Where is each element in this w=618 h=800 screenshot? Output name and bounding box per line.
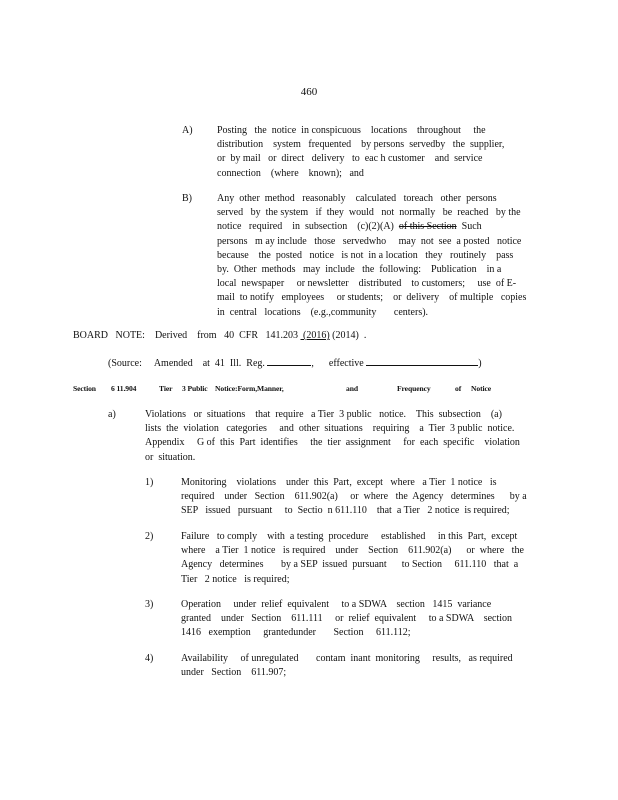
- text-line: Tier 2 notice is required;: [181, 573, 290, 585]
- item-b-label: B): [182, 193, 192, 204]
- text-line: in central locations (e.g.,community centers).: [217, 306, 429, 318]
- heading-part: Section: [73, 384, 96, 393]
- deleted-text: of this Section: [398, 221, 457, 233]
- text-span: Such: [456, 221, 482, 233]
- heading-part: Notice: [471, 384, 492, 393]
- heading-part: Notice:Form,Manner,: [215, 384, 284, 393]
- text-line: where a Tier 1 notice is required under Section 611.902(a) or where the: [181, 545, 524, 557]
- subsection-a-label: a): [108, 409, 116, 420]
- item-a-text: [217, 124, 504, 181]
- item-2-label: 2): [145, 531, 154, 542]
- item-a-label: A): [182, 125, 193, 136]
- heading-part: and: [346, 384, 358, 393]
- heading-part: 3 Public: [182, 384, 208, 393]
- heading-part: 6 11.904: [111, 384, 137, 393]
- text-line: connection (where known); and: [217, 167, 364, 179]
- text-line: local newspaper or newsletter distributed to customers; use of E-: [217, 278, 517, 290]
- source-text: (Source: Amended at 41 Ill. Reg.: [108, 358, 265, 369]
- text-line: Appendix G of this Part identifies the tier assignment for each specific violation: [145, 437, 520, 449]
- heading-part: Tier: [159, 384, 173, 393]
- item-4-text: [181, 652, 513, 680]
- text-line: Failure to comply with a testing procedure established in this Part, except: [181, 531, 518, 542]
- text-line: mail to notify employees or students; or delivery of multiple copies: [217, 292, 527, 304]
- text-line: by. Other methods may include the following: Publication in a: [217, 264, 502, 276]
- source-note: [108, 356, 482, 369]
- inserted-text: (2016): [300, 330, 330, 341]
- source-effective: , effective: [311, 358, 364, 369]
- heading-part: Frequency: [397, 384, 431, 393]
- text-line: under Section 611.907;: [181, 667, 287, 679]
- text-line: Any other method reasonably calculated toreach other persons: [217, 193, 497, 204]
- text-line: or situation.: [145, 451, 196, 463]
- text-line: Availability of unregulated contam inant monitoring results, as required: [181, 653, 513, 664]
- text-line: Posting the notice in conspicuous locations throughout the: [217, 125, 486, 136]
- board-note-suffix: (2014) .: [329, 330, 367, 341]
- text-line: persons m ay include those servedwho may not see a posted notice: [217, 235, 522, 247]
- item-4-label: 4): [145, 653, 154, 664]
- item-b-text: [217, 192, 526, 320]
- text-line: granted under Section 611.111 or relief equivalent to a SDWA section: [181, 613, 513, 625]
- source-close: ): [478, 358, 482, 369]
- text-line: required under Section 611.902(a) or where the Agency determines by a: [181, 491, 527, 503]
- page-number: 460: [300, 86, 318, 98]
- register-blank: [267, 356, 311, 366]
- text-line: SEP issued pursuant to Sectio n 611.110 that a Tier 2 notice is required;: [181, 505, 510, 517]
- item-1-text: [181, 476, 527, 519]
- text-line: Operation under relief equivalent to a SDWA section 1415 variance: [181, 599, 492, 610]
- text-line: Agency determines by a SEP issued pursuant to Section 611.110 that a: [181, 559, 519, 571]
- item-2-text: [181, 530, 524, 587]
- text-line-with-strike: [217, 220, 526, 234]
- effective-date-blank: [366, 356, 478, 366]
- item-1-label: 1): [145, 477, 154, 488]
- item-3-label: 3): [145, 599, 154, 610]
- text-line: Monitoring violations under this Part, except where a Tier 1 notice is: [181, 477, 497, 488]
- text-line: 1416 exemption grantedunder Section 611.112;: [181, 627, 411, 639]
- text-span: notice required in subsection (c)(2)(A): [217, 221, 399, 233]
- text-line: because the posted notice is not in a location they routinely pass: [217, 249, 514, 261]
- subsection-a-text: [145, 408, 520, 465]
- text-line: Violations or situations that require a Tier 3 public notice. This subsection (a): [145, 409, 502, 420]
- text-line: or by mail or direct delivery to eac h customer and service: [217, 153, 483, 165]
- section-heading: [73, 384, 491, 393]
- board-note-text: BOARD NOTE: Derived from 40 CFR 141.203: [73, 330, 301, 341]
- board-note: [73, 330, 366, 341]
- heading-part: of: [455, 384, 462, 393]
- item-3-text: [181, 598, 512, 641]
- text-line: served by the system if they would not normally be reached by the: [217, 207, 521, 219]
- text-line: lists the violation categories and other situations requiring a Tier 3 public notice.: [145, 423, 515, 435]
- text-line: distribution system frequented by persons servedby the supplier,: [217, 139, 505, 151]
